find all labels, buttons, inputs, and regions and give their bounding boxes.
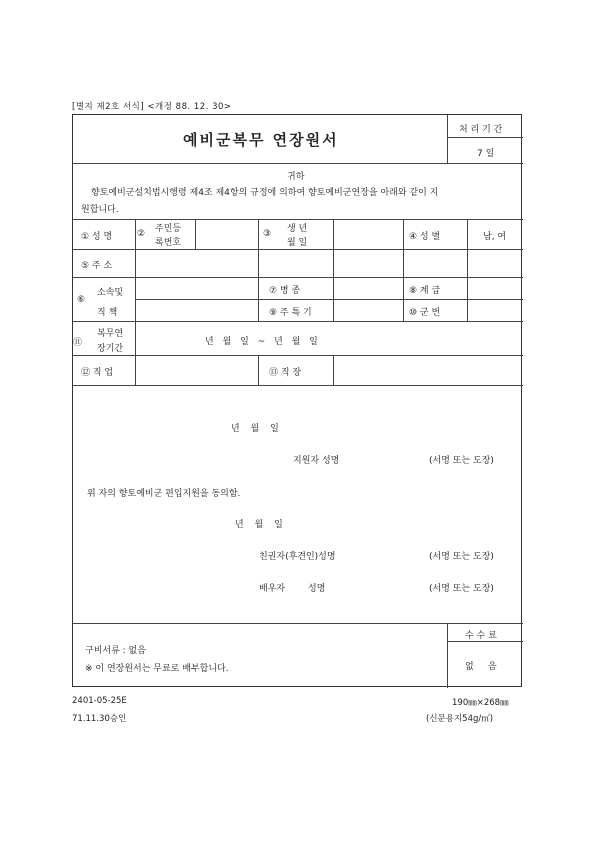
applicant-sign-or-seal: (서명 또는 도장): [429, 456, 494, 466]
free-distribution-note: ※ 이 연장원서는 무료로 배부합니다.: [85, 664, 229, 674]
service-number-label: ⑩ 군 번: [409, 308, 441, 318]
form-header-note: [별지 제2호 서식] <개정 88. 12. 30>: [72, 102, 232, 112]
paper-type: (신문용지54g/㎡): [426, 714, 494, 724]
required-documents: 구비서류 : 없음: [85, 646, 146, 656]
spouse-signature-label: 배우자 성명: [259, 584, 326, 594]
period-label-line2: 장기간: [97, 344, 124, 354]
guardian-signature-label: 친권자(후견인)성명: [259, 552, 336, 562]
spouse-sign-or-seal: (서명 또는 도장): [429, 584, 494, 594]
affiliation-label-line2: 직 책: [97, 308, 118, 318]
affiliation-label-num: ⑥: [77, 295, 86, 305]
recipient-label: 귀하: [287, 172, 305, 182]
intro-text-line2: 원합니다.: [81, 205, 119, 215]
approval-date: 71.11.30승인: [72, 714, 127, 724]
name-label: ① 성 명: [81, 232, 113, 242]
rank-label: ⑧ 계 급: [409, 286, 441, 296]
period-value: 년 월 일 ~ 년 월 일: [205, 337, 318, 347]
form-code: 2401-05-25E: [72, 696, 127, 706]
fee-value: 없 음: [465, 662, 497, 672]
paper-size: 190㎜×268㎜: [452, 698, 509, 708]
sex-label: ④ 성 별: [409, 232, 441, 242]
period-label-num: ⑪: [73, 338, 83, 348]
specialty-label: ⑨ 주 특 기: [269, 308, 312, 318]
rrn-label-num: ②: [137, 229, 146, 239]
application-form: [72, 114, 522, 687]
sex-value: 남, 여: [483, 232, 507, 242]
guardian-sign-or-seal: (서명 또는 도장): [429, 552, 494, 562]
processing-period-value: 7 일: [477, 149, 495, 159]
form-title: 예비군복무 연장원서: [183, 131, 339, 149]
rrn-label-line2: 록번호: [155, 238, 182, 248]
intro-text-line1: 향토예비군설치법시행령 제4조 제4항의 규정에 의하여 향토예비군연장을 아래와 같이 지: [91, 188, 439, 198]
birth-label-line1: 생 년: [287, 224, 308, 234]
consent-statement: 위 자의 향토예비군 편입지원을 동의함.: [87, 489, 241, 499]
applicant-signature-label: 지원자 성명: [293, 456, 340, 466]
period-label-line1: 복무연: [97, 329, 124, 339]
workplace-label: ⑬ 직 장: [269, 368, 302, 378]
branch-label: ⑦ 병 종: [269, 286, 301, 296]
application-date: 년 월 일: [231, 424, 279, 434]
job-label: ⑫ 직 업: [81, 368, 114, 378]
birth-label-num: ③: [263, 229, 272, 239]
consent-date: 년 월 일: [235, 520, 283, 530]
address-label: ⑤ 주 소: [81, 261, 113, 271]
rrn-label-line1: 주민등: [155, 224, 182, 234]
processing-period-label: 처 리 기 간: [459, 125, 503, 135]
affiliation-label-line1: 소속및: [97, 288, 124, 298]
birth-label-line2: 월 일: [287, 238, 308, 248]
fee-label: 수 수 료: [465, 631, 497, 641]
